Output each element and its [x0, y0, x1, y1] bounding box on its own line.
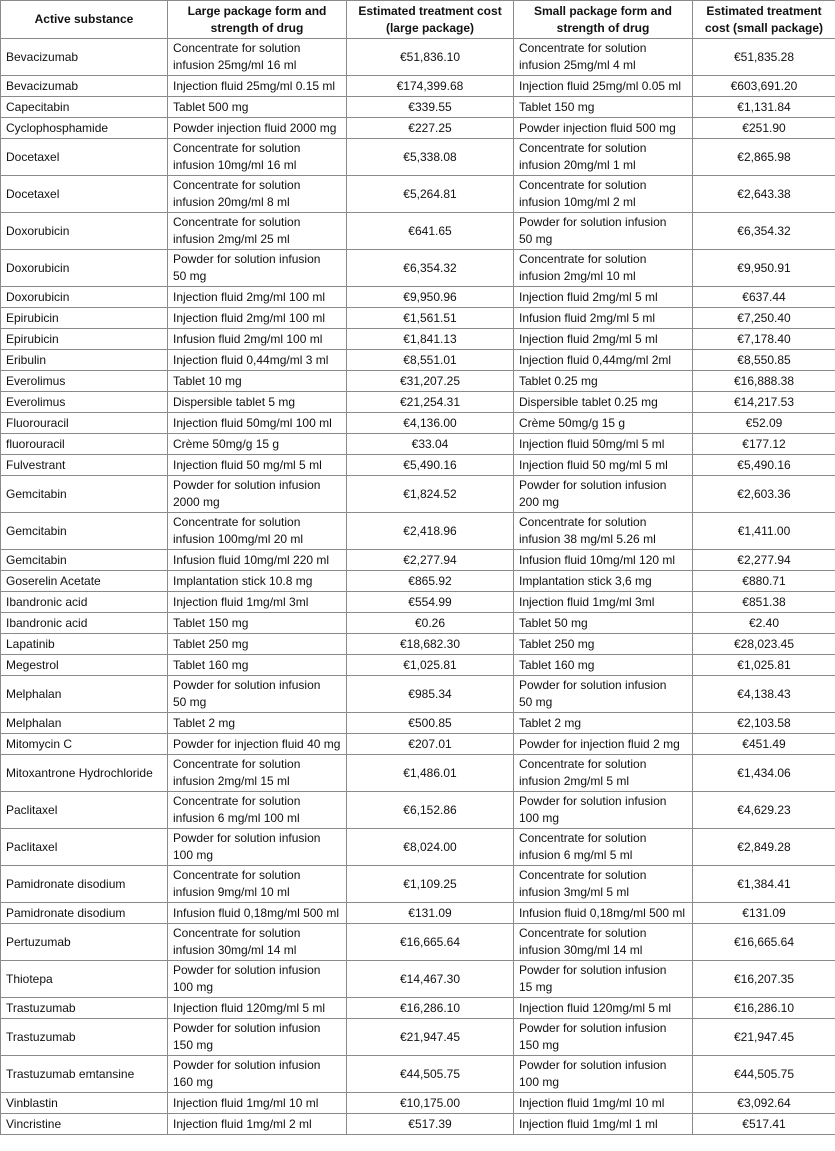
large-package-form-cell: Powder for solution infusion 150 mg	[168, 1019, 347, 1056]
small-package-cost-cell: €51,835.28	[693, 39, 835, 76]
large-package-cost-cell: €1,025.81	[347, 655, 514, 676]
small-package-cost-cell: €131.09	[693, 903, 835, 924]
large-package-cost-cell: €14,467.30	[347, 961, 514, 998]
active-substance-cell: Ibandronic acid	[1, 592, 168, 613]
large-package-cost-cell: €1,109.25	[347, 866, 514, 903]
active-substance-cell: Doxorubicin	[1, 250, 168, 287]
large-package-form-cell: Concentrate for solution infusion 25mg/ml 16 ml	[168, 39, 347, 76]
active-substance-cell: Goserelin Acetate	[1, 571, 168, 592]
small-package-form-cell: Powder for solution infusion 100 mg	[514, 1056, 693, 1093]
small-package-form-cell: Tablet 0.25 mg	[514, 371, 693, 392]
active-substance-cell: Pertuzumab	[1, 924, 168, 961]
large-package-form-cell: Infusion fluid 10mg/ml 220 ml	[168, 550, 347, 571]
table-row	[1, 866, 835, 903]
small-package-cost-cell: €3,092.64	[693, 1093, 835, 1114]
active-substance-cell: Eribulin	[1, 350, 168, 371]
small-package-form-cell: Injection fluid 50 mg/ml 5 ml	[514, 455, 693, 476]
table-row	[1, 97, 835, 118]
large-package-cost-cell: €131.09	[347, 903, 514, 924]
table-row	[1, 476, 835, 513]
small-package-cost-cell: €2,277.94	[693, 550, 835, 571]
table-row	[1, 455, 835, 476]
large-package-form-cell: Injection fluid 50 mg/ml 5 ml	[168, 455, 347, 476]
large-package-form-cell: Injection fluid 25mg/ml 0.15 ml	[168, 76, 347, 97]
large-package-cost-cell: €51,836.10	[347, 39, 514, 76]
active-substance-cell: Melphalan	[1, 676, 168, 713]
large-package-form-cell: Tablet 500 mg	[168, 97, 347, 118]
large-package-form-cell: Injection fluid 1mg/ml 2 ml	[168, 1114, 347, 1135]
active-substance-cell: Everolimus	[1, 392, 168, 413]
small-package-form-cell: Powder for solution infusion 150 mg	[514, 1019, 693, 1056]
large-package-form-cell: Concentrate for solution infusion 30mg/ml 14 ml	[168, 924, 347, 961]
small-package-form-cell: Injection fluid 25mg/ml 0.05 ml	[514, 76, 693, 97]
large-package-cost-cell: €207.01	[347, 734, 514, 755]
large-package-form-cell: Crème 50mg/g 15 g	[168, 434, 347, 455]
large-package-form-cell: Concentrate for solution infusion 9mg/ml 10 ml	[168, 866, 347, 903]
small-package-cost-cell: €16,207.35	[693, 961, 835, 998]
table-row	[1, 176, 835, 213]
table-row	[1, 550, 835, 571]
small-package-cost-cell: €851.38	[693, 592, 835, 613]
table-row	[1, 792, 835, 829]
large-package-form-cell: Tablet 2 mg	[168, 713, 347, 734]
small-package-form-cell: Powder injection fluid 500 mg	[514, 118, 693, 139]
large-package-cost-cell: €18,682.30	[347, 634, 514, 655]
table-row	[1, 655, 835, 676]
table-row	[1, 613, 835, 634]
large-package-cost-cell: €5,338.08	[347, 139, 514, 176]
small-package-form-cell: Injection fluid 50mg/ml 5 ml	[514, 434, 693, 455]
small-package-form-cell: Concentrate for solution infusion 6 mg/ml 5 ml	[514, 829, 693, 866]
small-package-form-cell: Concentrate for solution infusion 2mg/ml 10 ml	[514, 250, 693, 287]
active-substance-cell: Thiotepa	[1, 961, 168, 998]
large-package-form-cell: Powder for solution infusion 160 mg	[168, 1056, 347, 1093]
active-substance-cell: Docetaxel	[1, 176, 168, 213]
table-row	[1, 592, 835, 613]
large-package-cost-cell: €1,486.01	[347, 755, 514, 792]
small-package-cost-cell: €2.40	[693, 613, 835, 634]
small-package-cost-cell: €4,629.23	[693, 792, 835, 829]
large-package-form-cell: Powder for solution infusion 50 mg	[168, 676, 347, 713]
large-package-form-cell: Injection fluid 2mg/ml 100 ml	[168, 287, 347, 308]
table-row	[1, 250, 835, 287]
table-row	[1, 308, 835, 329]
small-package-form-cell: Injection fluid 2mg/ml 5 ml	[514, 329, 693, 350]
small-package-form-cell: Powder for injection fluid 2 mg	[514, 734, 693, 755]
large-package-form-cell: Concentrate for solution infusion 20mg/ml 8 ml	[168, 176, 347, 213]
large-package-cost-cell: €21,254.31	[347, 392, 514, 413]
table-row	[1, 118, 835, 139]
header-large-package-cost: Estimated treatment cost (large package)	[347, 1, 514, 39]
active-substance-cell: Epirubicin	[1, 308, 168, 329]
small-package-form-cell: Infusion fluid 2mg/ml 5 ml	[514, 308, 693, 329]
small-package-cost-cell: €8,550.85	[693, 350, 835, 371]
large-package-form-cell: Powder for injection fluid 40 mg	[168, 734, 347, 755]
large-package-form-cell: Concentrate for solution infusion 6 mg/ml 100 ml	[168, 792, 347, 829]
large-package-cost-cell: €500.85	[347, 713, 514, 734]
small-package-form-cell: Infusion fluid 10mg/ml 120 ml	[514, 550, 693, 571]
active-substance-cell: Doxorubicin	[1, 213, 168, 250]
large-package-cost-cell: €6,152.86	[347, 792, 514, 829]
small-package-cost-cell: €9,950.91	[693, 250, 835, 287]
table-row	[1, 371, 835, 392]
active-substance-cell: Vincristine	[1, 1114, 168, 1135]
large-package-cost-cell: €227.25	[347, 118, 514, 139]
small-package-cost-cell: €177.12	[693, 434, 835, 455]
large-package-form-cell: Infusion fluid 0,18mg/ml 500 ml	[168, 903, 347, 924]
small-package-cost-cell: €880.71	[693, 571, 835, 592]
large-package-form-cell: Injection fluid 0,44mg/ml 3 ml	[168, 350, 347, 371]
small-package-form-cell: Tablet 150 mg	[514, 97, 693, 118]
large-package-form-cell: Concentrate for solution infusion 2mg/ml 25 ml	[168, 213, 347, 250]
active-substance-cell: Trastuzumab	[1, 998, 168, 1019]
table-row	[1, 1114, 835, 1135]
small-package-form-cell: Powder for solution infusion 100 mg	[514, 792, 693, 829]
active-substance-cell: Megestrol	[1, 655, 168, 676]
small-package-cost-cell: €6,354.32	[693, 213, 835, 250]
table-row	[1, 392, 835, 413]
large-package-cost-cell: €16,665.64	[347, 924, 514, 961]
large-package-cost-cell: €174,399.68	[347, 76, 514, 97]
small-package-cost-cell: €52.09	[693, 413, 835, 434]
large-package-cost-cell: €5,264.81	[347, 176, 514, 213]
active-substance-cell: Paclitaxel	[1, 792, 168, 829]
active-substance-cell: Bevacizumab	[1, 39, 168, 76]
small-package-form-cell: Powder for solution infusion 15 mg	[514, 961, 693, 998]
header-small-package-form: Small package form and strength of drug	[514, 1, 693, 39]
large-package-form-cell: Concentrate for solution infusion 10mg/ml 16 ml	[168, 139, 347, 176]
small-package-form-cell: Powder for solution infusion 200 mg	[514, 476, 693, 513]
small-package-cost-cell: €2,849.28	[693, 829, 835, 866]
small-package-form-cell: Tablet 50 mg	[514, 613, 693, 634]
small-package-cost-cell: €2,643.38	[693, 176, 835, 213]
header-row	[1, 1, 835, 39]
large-package-form-cell: Tablet 10 mg	[168, 371, 347, 392]
table-row	[1, 829, 835, 866]
large-package-cost-cell: €10,175.00	[347, 1093, 514, 1114]
header-small-package-cost: Estimated treatment cost (small package)	[693, 1, 835, 39]
large-package-cost-cell: €5,490.16	[347, 455, 514, 476]
large-package-cost-cell: €1,824.52	[347, 476, 514, 513]
small-package-form-cell: Dispersible tablet 0.25 mg	[514, 392, 693, 413]
table-row	[1, 329, 835, 350]
large-package-form-cell: Powder for solution infusion 50 mg	[168, 250, 347, 287]
large-package-cost-cell: €21,947.45	[347, 1019, 514, 1056]
small-package-form-cell: Tablet 160 mg	[514, 655, 693, 676]
large-package-cost-cell: €1,561.51	[347, 308, 514, 329]
large-package-form-cell: Powder for solution infusion 100 mg	[168, 829, 347, 866]
table-row	[1, 903, 835, 924]
large-package-cost-cell: €339.55	[347, 97, 514, 118]
large-package-cost-cell: €0.26	[347, 613, 514, 634]
active-substance-cell: Lapatinib	[1, 634, 168, 655]
small-package-cost-cell: €2,865.98	[693, 139, 835, 176]
table-row	[1, 1019, 835, 1056]
large-package-cost-cell: €985.34	[347, 676, 514, 713]
table-row	[1, 1056, 835, 1093]
large-package-cost-cell: €865.92	[347, 571, 514, 592]
large-package-cost-cell: €6,354.32	[347, 250, 514, 287]
large-package-form-cell: Injection fluid 2mg/ml 100 ml	[168, 308, 347, 329]
active-substance-cell: Gemcitabin	[1, 550, 168, 571]
active-substance-cell: Vinblastin	[1, 1093, 168, 1114]
large-package-cost-cell: €517.39	[347, 1114, 514, 1135]
small-package-cost-cell: €1,411.00	[693, 513, 835, 550]
small-package-cost-cell: €28,023.45	[693, 634, 835, 655]
large-package-cost-cell: €8,024.00	[347, 829, 514, 866]
small-package-cost-cell: €603,691.20	[693, 76, 835, 97]
table-row	[1, 287, 835, 308]
small-package-cost-cell: €451.49	[693, 734, 835, 755]
active-substance-cell: Trastuzumab emtansine	[1, 1056, 168, 1093]
table-row	[1, 713, 835, 734]
large-package-form-cell: Injection fluid 50mg/ml 100 ml	[168, 413, 347, 434]
small-package-cost-cell: €16,665.64	[693, 924, 835, 961]
large-package-cost-cell: €4,136.00	[347, 413, 514, 434]
small-package-form-cell: Concentrate for solution infusion 38 mg/ml 5.26 ml	[514, 513, 693, 550]
large-package-cost-cell: €44,505.75	[347, 1056, 514, 1093]
small-package-cost-cell: €21,947.45	[693, 1019, 835, 1056]
small-package-cost-cell: €14,217.53	[693, 392, 835, 413]
large-package-cost-cell: €1,841.13	[347, 329, 514, 350]
table-row	[1, 998, 835, 1019]
table-row	[1, 213, 835, 250]
small-package-form-cell: Injection fluid 120mg/ml 5 ml	[514, 998, 693, 1019]
small-package-cost-cell: €637.44	[693, 287, 835, 308]
small-package-cost-cell: €2,103.58	[693, 713, 835, 734]
large-package-form-cell: Injection fluid 1mg/ml 10 ml	[168, 1093, 347, 1114]
active-substance-cell: Mitomycin C	[1, 734, 168, 755]
table-row	[1, 139, 835, 176]
table-row	[1, 434, 835, 455]
large-package-form-cell: Tablet 150 mg	[168, 613, 347, 634]
large-package-form-cell: Powder injection fluid 2000 mg	[168, 118, 347, 139]
large-package-cost-cell: €8,551.01	[347, 350, 514, 371]
table-row	[1, 734, 835, 755]
active-substance-cell: Fulvestrant	[1, 455, 168, 476]
active-substance-cell: Ibandronic acid	[1, 613, 168, 634]
small-package-form-cell: Concentrate for solution infusion 20mg/ml 1 ml	[514, 139, 693, 176]
active-substance-cell: Doxorubicin	[1, 287, 168, 308]
small-package-cost-cell: €4,138.43	[693, 676, 835, 713]
small-package-cost-cell: €1,025.81	[693, 655, 835, 676]
small-package-form-cell: Concentrate for solution infusion 10mg/ml 2 ml	[514, 176, 693, 213]
large-package-form-cell: Injection fluid 120mg/ml 5 ml	[168, 998, 347, 1019]
small-package-cost-cell: €517.41	[693, 1114, 835, 1135]
small-package-form-cell: Tablet 2 mg	[514, 713, 693, 734]
active-substance-cell: Trastuzumab	[1, 1019, 168, 1056]
large-package-cost-cell: €16,286.10	[347, 998, 514, 1019]
large-package-cost-cell: €9,950.96	[347, 287, 514, 308]
large-package-form-cell: Implantation stick 10.8 mg	[168, 571, 347, 592]
small-package-cost-cell: €1,131.84	[693, 97, 835, 118]
small-package-form-cell: Injection fluid 0,44mg/ml 2ml	[514, 350, 693, 371]
large-package-cost-cell: €2,418.96	[347, 513, 514, 550]
table-row	[1, 413, 835, 434]
small-package-form-cell: Injection fluid 1mg/ml 3ml	[514, 592, 693, 613]
small-package-cost-cell: €7,178.40	[693, 329, 835, 350]
table-row	[1, 1093, 835, 1114]
large-package-form-cell: Powder for solution infusion 100 mg	[168, 961, 347, 998]
small-package-form-cell: Tablet 250 mg	[514, 634, 693, 655]
active-substance-cell: Pamidronate disodium	[1, 903, 168, 924]
small-package-form-cell: Concentrate for solution infusion 25mg/ml 4 ml	[514, 39, 693, 76]
large-package-form-cell: Infusion fluid 2mg/ml 100 ml	[168, 329, 347, 350]
active-substance-cell: Paclitaxel	[1, 829, 168, 866]
small-package-cost-cell: €7,250.40	[693, 308, 835, 329]
active-substance-cell: Cyclophosphamide	[1, 118, 168, 139]
active-substance-cell: Gemcitabin	[1, 513, 168, 550]
small-package-form-cell: Injection fluid 1mg/ml 10 ml	[514, 1093, 693, 1114]
table-row	[1, 571, 835, 592]
small-package-form-cell: Infusion fluid 0,18mg/ml 500 ml	[514, 903, 693, 924]
small-package-form-cell: Concentrate for solution infusion 3mg/ml 5 ml	[514, 866, 693, 903]
active-substance-cell: Pamidronate disodium	[1, 866, 168, 903]
large-package-cost-cell: €31,207.25	[347, 371, 514, 392]
small-package-form-cell: Crème 50mg/g 15 g	[514, 413, 693, 434]
table-row	[1, 676, 835, 713]
small-package-cost-cell: €1,434.06	[693, 755, 835, 792]
table-row	[1, 39, 835, 76]
small-package-form-cell: Concentrate for solution infusion 30mg/ml 14 ml	[514, 924, 693, 961]
small-package-cost-cell: €44,505.75	[693, 1056, 835, 1093]
header-large-package-form: Large package form and strength of drug	[168, 1, 347, 39]
large-package-form-cell: Powder for solution infusion 2000 mg	[168, 476, 347, 513]
active-substance-cell: Bevacizumab	[1, 76, 168, 97]
table-body	[1, 39, 835, 1135]
active-substance-cell: fluorouracil	[1, 434, 168, 455]
header-active-substance: Active substance	[1, 1, 168, 39]
table-row	[1, 350, 835, 371]
large-package-form-cell: Injection fluid 1mg/ml 3ml	[168, 592, 347, 613]
small-package-form-cell: Injection fluid 1mg/ml 1 ml	[514, 1114, 693, 1135]
small-package-form-cell: Injection fluid 2mg/ml 5 ml	[514, 287, 693, 308]
large-package-form-cell: Tablet 250 mg	[168, 634, 347, 655]
table-row	[1, 961, 835, 998]
large-package-form-cell: Concentrate for solution infusion 100mg/ml 20 ml	[168, 513, 347, 550]
large-package-form-cell: Concentrate for solution infusion 2mg/ml 15 ml	[168, 755, 347, 792]
small-package-cost-cell: €5,490.16	[693, 455, 835, 476]
small-package-form-cell: Powder for solution infusion 50 mg	[514, 213, 693, 250]
small-package-form-cell: Powder for solution infusion 50 mg	[514, 676, 693, 713]
table-row	[1, 634, 835, 655]
table-row	[1, 924, 835, 961]
active-substance-cell: Mitoxantrone Hydrochloride	[1, 755, 168, 792]
small-package-cost-cell: €251.90	[693, 118, 835, 139]
active-substance-cell: Everolimus	[1, 371, 168, 392]
active-substance-cell: Docetaxel	[1, 139, 168, 176]
small-package-cost-cell: €16,286.10	[693, 998, 835, 1019]
active-substance-cell: Melphalan	[1, 713, 168, 734]
table-row	[1, 513, 835, 550]
active-substance-cell: Capecitabin	[1, 97, 168, 118]
active-substance-cell: Fluorouracil	[1, 413, 168, 434]
large-package-cost-cell: €2,277.94	[347, 550, 514, 571]
table-row	[1, 755, 835, 792]
large-package-cost-cell: €641.65	[347, 213, 514, 250]
table-row	[1, 76, 835, 97]
small-package-form-cell: Implantation stick 3,6 mg	[514, 571, 693, 592]
small-package-form-cell: Concentrate for solution infusion 2mg/ml 5 ml	[514, 755, 693, 792]
small-package-cost-cell: €2,603.36	[693, 476, 835, 513]
small-package-cost-cell: €1,384.41	[693, 866, 835, 903]
active-substance-cell: Gemcitabin	[1, 476, 168, 513]
large-package-cost-cell: €554.99	[347, 592, 514, 613]
small-package-cost-cell: €16,888.38	[693, 371, 835, 392]
large-package-cost-cell: €33.04	[347, 434, 514, 455]
large-package-form-cell: Dispersible tablet 5 mg	[168, 392, 347, 413]
large-package-form-cell: Tablet 160 mg	[168, 655, 347, 676]
active-substance-cell: Epirubicin	[1, 329, 168, 350]
